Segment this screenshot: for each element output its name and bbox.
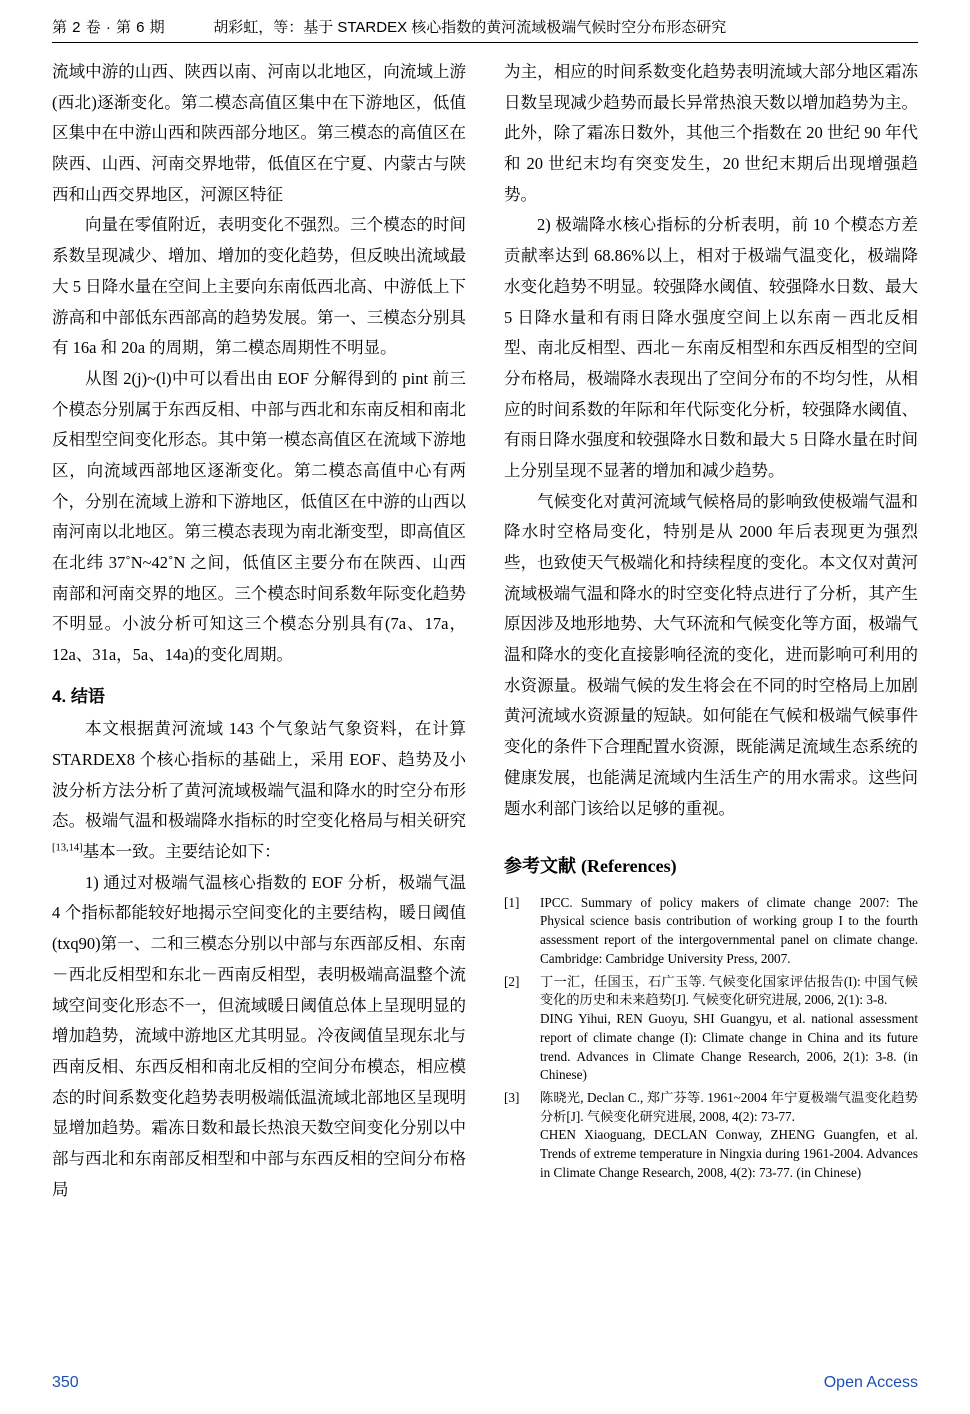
paragraph: 2) 极端降水核心指标的分析表明，前 10 个模态方差贡献率达到 68.86%以上，相对于极端气温变化，极端降水变化趋势不明显。较强降水阈值、较强降水日数、最大 5 日降水量和有雨日降水强度空间上以东南－西北反相型、南北反相型、西北－东南反相型和东西反相型的空间分布格局，极端降水表现出了空间分布的不均匀性，从相应的时间系数的年际和年代际变化分析，较强降水阈值、有雨日降水强度和较强降水日数和最大 5 日降水量在时间上分别呈现不显著的增加和减少趋势。 bbox=[504, 215, 918, 480]
open-access-label[interactable]: Open Access bbox=[823, 1374, 918, 1391]
left-column bbox=[52, 57, 466, 1312]
header-divider bbox=[52, 42, 918, 43]
paragraph: 本文根据黄河流域 143 个气象站气象资料，在计算 STARDEX8 个核心指标的基础上，采用 EOF、趋势及小波分析方法分析了黄河流域极端气温和降水的时空分布形态。极端气温和极端降水指标的时空变化格局与相关研究[13,14]基本一致。主要结论如下： bbox=[52, 719, 466, 862]
reference-item bbox=[504, 973, 918, 1085]
reference-text: IPCC. Summary of policy makers of climate change 2007: The Physical science basis contribution of working group I to the fourth assessment report of the intergovernmental panel on climate change. Cambridge: Cambridge University Press, 2007. bbox=[540, 894, 918, 966]
right-column bbox=[504, 57, 918, 1312]
body-columns bbox=[52, 57, 918, 1312]
paragraph: 向量在零值附近，表明变化不强烈。三个模态的时间系数呈现减少、增加、增加的变化趋势，但反映出流域最大 5 日降水量在空间上主要向东南低西北高、中游低上下游高和中部低东西部高的趋势发展。第一、三模态分别具有 16a 和 20a 的周期，第二模态周期性不明显。 bbox=[52, 215, 466, 358]
paragraph: 为主，相应的时间系数变化趋势表明流域大部分地区霜冻日数呈现减少趋势而最长异常热浪天数以增加趋势为主。此外，除了霜冻日数外，其他三个指数在 20 世纪 90 年代和 20 世纪末均有突变发生，20 世纪末期后出现增强趋势。 bbox=[504, 62, 918, 204]
page-footer bbox=[52, 1374, 918, 1392]
reference-item bbox=[504, 894, 918, 969]
reference-text: 丁一汇，任国玉，石广玉等. 气候变化国家评估报告(I): 中国气候变化的历史和未来趋势[J]. 气候变化研究进展, 2006, 2(1): 3-8. DING Yihui, REN Guoyu, SHI Guangyu, et al. national assessment report of climate change (I): Climate change in China and its future trend. Advances in Climate Change Research, 2006, 2(1): 3-8. (in Chinese) bbox=[540, 973, 918, 1083]
paragraph: 从图 2(j)~(l)中可以看出由 EOF 分解得到的 pint 前三个模态分别属于东西反相、中部与西北和东南反相和南北反相型空间变化形态。其中第一模态高值区在流域下游地区，向流域西部地区逐渐变化。第二模态高值中心有两个，分别在流域上游和下游地区，低值区在中游的山西以南河南以北地区。第三模态表现为南北渐变型，即高值区在北纬 37˚N~42˚N 之间，低值区主要分布在陕西、山西南部和河南交界的地区。三个模态时间系数年际变化趋势不明显。小波分析可知这三个模态分别具有(7a、17a，12a、31a，5a、14a)的变化周期。 bbox=[52, 368, 466, 665]
section-heading: 4. 结语 bbox=[52, 686, 105, 706]
references-heading-en: (References) bbox=[581, 856, 677, 877]
issue-label: 第 2 卷 · 第 6 期 bbox=[52, 19, 166, 36]
references-heading-cn: 参考文献 bbox=[504, 856, 576, 877]
reference-number: [3] bbox=[504, 1090, 520, 1105]
references-list bbox=[504, 894, 918, 1183]
paragraph: 1) 通过对极端气温核心指数的 EOF 分析，极端气温 4 个指标都能较好地揭示空间变化的主要结构，暖日阈值(txq90)第一、二和三模态分别以中部与东西部反相、东南－西北反相型和东北－西南反相型，表明极端高温整个流域空间变化形态不一，但流域暖日阈值总体上呈现明显的增加趋势，流域中游地区尤其明显。冷夜阈值呈现东北与西南反相、东西反相和南北反相的空间分布模态，相应模态的时间系数变化趋势表明极端低温流域北部地区呈现明显增加趋势。霜冻日数和最长热浪天数空间变化分别以中部与西北和东南部反相型和中部与东西反相的空间分布格局 bbox=[52, 872, 466, 1199]
paragraph: 流域中游的山西、陕西以南、河南以北地区，向流域上游(西北)逐渐变化。第二模态高值区集中在下游地区，低值区集中在中游山西和陕西部分地区。第三模态的高值区在陕西、山西、河南交界地带，低值区在宁夏、内蒙古与陕西和山西交界地区，河源区特征 bbox=[52, 62, 466, 204]
running-title: 胡彩虹，等：基于 STARDEX 核心指数的黄河流域极端气候时空分布形态研究 bbox=[213, 19, 727, 36]
references-heading bbox=[504, 850, 918, 883]
reference-number: [1] bbox=[504, 894, 520, 910]
page-number: 350 bbox=[52, 1374, 79, 1391]
paragraph: 气候变化对黄河流域气候格局的影响致使极端气温和降水时空格局变化，特别是从 2000 年后表现更为强烈些，也致使天气极端化和持续程度的变化。本文仅对黄河流域极端气温和降水的时空变化特点进行了分析，其产生原因涉及地形地势、大气环流和气候变化等方面，极端气温和降水的变化直接影响径流的变化，进而影响可利用的水资源量。极端气候的发生将会在不同的时空格局上加剧黄河流域水资源量的短缺。如何能在气候和极端气候事件变化的条件下合理配置水资源，既能满足流域生态系统的健康发展，也能满足流域内生活生产的用水需求。这些问题水利部门该给以足够的重视。 bbox=[504, 491, 918, 818]
reference-number: [2] bbox=[504, 973, 520, 989]
reference-item bbox=[504, 1089, 918, 1183]
reference-text: 陈晓光, Declan C., 郑广芬等. 1961~2004 年宁夏极端气温变化趋势分析[J]. 气候变化研究进展, 2008, 4(2): 73-77. CHEN Xiaoguang, DECLAN Conway, ZHENG Guangfen, et al. Trends of extreme temperature in Ningxia during 1961-2004. Advances in Climate Change Research, 2008, 4(2): 73-77. (in Chinese) bbox=[540, 1090, 918, 1180]
running-header bbox=[52, 0, 918, 42]
